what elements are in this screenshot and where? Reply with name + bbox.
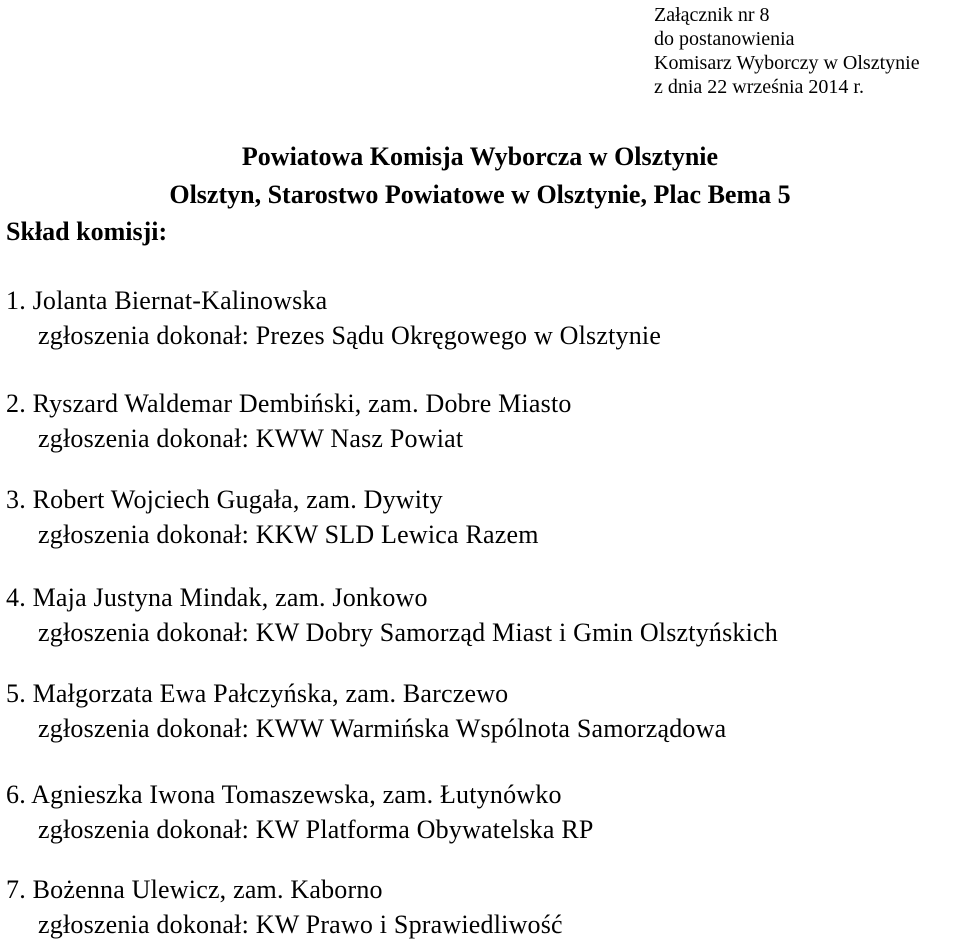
document-title: Powiatowa Komisja Wyborcza w Olsztynie <box>241 142 719 171</box>
member-nominated-by: zgłoszenia dokonał: KW Dobry Samorząd Miast i Gmin Olsztyńskich <box>38 618 778 647</box>
member-nominated-by: zgłoszenia dokonał: Prezes Sądu Okręgowego w Olsztynie <box>38 321 662 350</box>
member-name: 5. Małgorzata Ewa Pałczyńska, zam. Barczewo <box>6 679 509 708</box>
section-label: Skład komisji: <box>6 217 168 246</box>
member-entry <box>6 872 563 942</box>
member-entry <box>6 580 778 650</box>
member-nominated-by: zgłoszenia dokonał: KWW Nasz Powiat <box>38 424 464 453</box>
member-nominated-by: zgłoszenia dokonał: KKW SLD Lewica Razem <box>38 520 539 549</box>
member-name: 4. Maja Justyna Mindak, zam. Jonkowo <box>6 583 428 612</box>
member-name: 3. Robert Wojciech Gugała, zam. Dywity <box>6 485 443 514</box>
member-name: 1. Jolanta Biernat-Kalinowska <box>6 286 328 315</box>
member-name: 6. Agnieszka Iwona Tomaszewska, zam. Łutynówko <box>6 780 562 809</box>
document-subtitle-address: Olsztyn, Starostwo Powiatowe w Olsztynie, Plac Bema 5 <box>169 180 791 209</box>
member-entry <box>6 386 572 456</box>
annex-line: do postanowienia <box>654 28 795 50</box>
member-entry <box>6 482 539 552</box>
member-entry <box>6 283 661 353</box>
member-entry <box>6 777 594 847</box>
member-name: 2. Ryszard Waldemar Dembiński, zam. Dobre Miasto <box>6 389 572 418</box>
member-entry <box>6 676 726 746</box>
annex-header <box>654 3 920 99</box>
annex-line: Załącznik nr 8 <box>654 4 770 26</box>
member-name: 7. Bożenna Ulewicz, zam. Kaborno <box>6 875 383 904</box>
annex-line: z dnia 22 września 2014 r. <box>654 76 864 98</box>
annex-line: Komisarz Wyborczy w Olsztynie <box>654 52 920 74</box>
member-nominated-by: zgłoszenia dokonał: KW Platforma Obywatelska RP <box>38 815 594 844</box>
member-nominated-by: zgłoszenia dokonał: KW Prawo i Sprawiedliwość <box>38 910 563 939</box>
member-nominated-by: zgłoszenia dokonał: KWW Warmińska Wspólnota Samorządowa <box>38 714 727 743</box>
